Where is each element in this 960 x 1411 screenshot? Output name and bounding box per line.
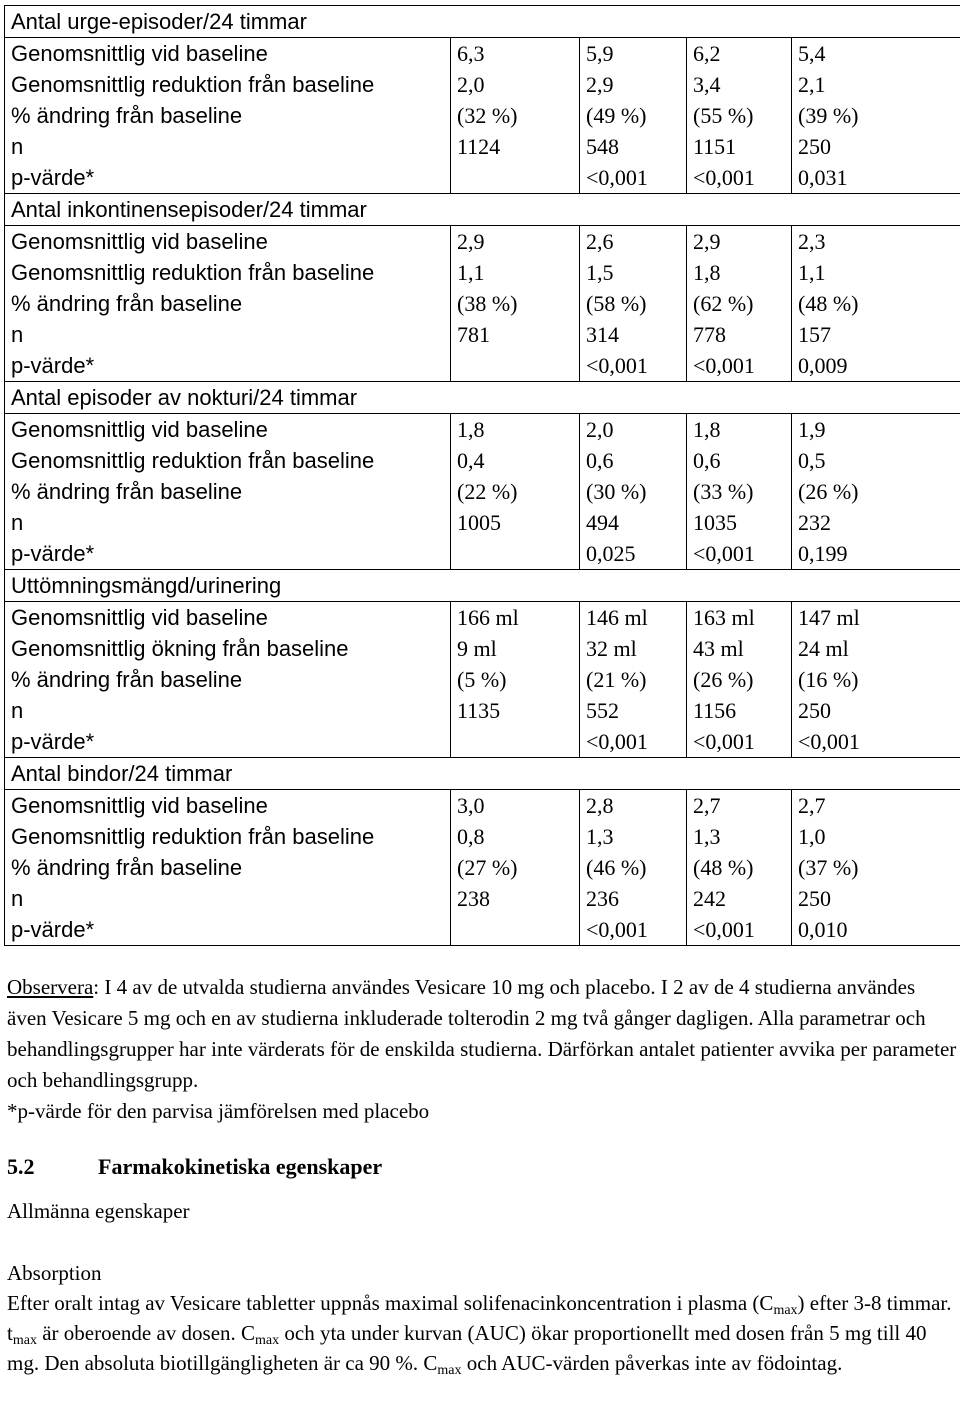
value-cell [451, 414, 580, 570]
absorption-text-1: Efter oralt intag av Vesicare tabletter uppnås maximal solifenacinkoncentration i plasma (C [7, 1291, 774, 1315]
cell-value: 1135 [457, 698, 501, 723]
row-label: p-värde* [11, 165, 95, 190]
absorption-paragraph [7, 1288, 957, 1378]
cell-value: 1035 [693, 510, 737, 535]
cell-value: <0,001 [693, 353, 755, 378]
row-label: % ändring från baseline [11, 103, 243, 128]
row-labels [5, 414, 451, 570]
cell-value: 1,8 [693, 417, 721, 442]
cell-value: <0,001 [693, 541, 755, 566]
cell-value: <0,001 [693, 917, 755, 942]
cell-value: (62 %) [693, 291, 754, 316]
cell-value: 2,9 [457, 229, 485, 254]
value-cell [580, 414, 687, 570]
cell-value: 0,4 [457, 448, 485, 473]
cell-value: (55 %) [693, 103, 754, 128]
cell-value: 24 ml [798, 636, 849, 661]
cell-value: <0,001 [586, 729, 648, 754]
cell-value: 1,8 [457, 417, 485, 442]
cell-value: 1,0 [798, 824, 826, 849]
cell-value: 157 [798, 322, 831, 347]
cell-value: (5 %) [457, 667, 507, 692]
value-cell [580, 38, 687, 194]
cell-value: 238 [457, 886, 490, 911]
row-label: Genomsnittlig vid baseline [11, 605, 268, 630]
row-label: n [11, 134, 24, 159]
value-cell [687, 226, 792, 382]
cell-value: (26 %) [693, 667, 754, 692]
row-label: p-värde* [11, 917, 95, 942]
row-label: % ändring från baseline [11, 291, 243, 316]
cell-value: 314 [586, 322, 619, 347]
cell-value: 2,8 [586, 793, 614, 818]
cell-value: (48 %) [693, 855, 754, 880]
value-cell [792, 790, 960, 946]
cell-value [457, 538, 579, 569]
cell-value: 778 [693, 322, 726, 347]
value-cell [451, 602, 580, 758]
cell-value: (26 %) [798, 479, 859, 504]
row-labels [5, 602, 451, 758]
section-title-row [5, 6, 960, 38]
cell-value: 2,1 [798, 72, 826, 97]
cell-value: <0,001 [798, 729, 860, 754]
cell-value: 1,9 [798, 417, 826, 442]
row-label: Genomsnittlig reduktion från baseline [11, 260, 375, 285]
cell-value: 3,0 [457, 793, 485, 818]
cell-value: <0,001 [586, 165, 648, 190]
row-label: Genomsnittlig vid baseline [11, 793, 268, 818]
cell-value: (16 %) [798, 667, 859, 692]
row-labels [5, 38, 451, 194]
value-cell [580, 602, 687, 758]
cell-value: 2,3 [798, 229, 826, 254]
cell-value: (30 %) [586, 479, 647, 504]
cell-value: 2,6 [586, 229, 614, 254]
observe-text: : I 4 av de utvalda studierna användes Vesicare 10 mg och placebo. I 2 av de 4 studierna användes även Vesicare 5 mg och en av studierna inkluderade tolterodin 2 mg två gånger dagligen. Alla parametrar och behandlingsgrupper har inte värderats för de enskilda studierna. Därförkan antalet patienter avvika per parameter och behandlingsgrupp. [7, 975, 957, 1092]
cell-value [457, 162, 579, 193]
subscript-max: max [255, 1333, 280, 1348]
row-label: n [11, 698, 24, 723]
row-label: Genomsnittlig vid baseline [11, 229, 268, 254]
row-label: n [11, 886, 24, 911]
cell-value [457, 350, 579, 381]
cell-value: 250 [798, 134, 831, 159]
cell-value: 1,1 [457, 260, 485, 285]
cell-value [457, 914, 579, 945]
absorption-text-2: ) efter 3-8 timmar. t [7, 1291, 952, 1345]
cell-value: (32 %) [457, 103, 518, 128]
row-label: Genomsnittlig vid baseline [11, 417, 268, 442]
subscript-max: max [437, 1363, 462, 1378]
cell-value: 0,6 [693, 448, 721, 473]
row-label: p-värde* [11, 353, 95, 378]
value-cell [580, 226, 687, 382]
cell-value: 1,3 [586, 824, 614, 849]
cell-value: 2,0 [457, 72, 485, 97]
table-section-title: Antal bindor/24 timmar [5, 758, 960, 790]
value-cell [792, 38, 960, 194]
observe-note [7, 972, 957, 1096]
subscript-max: max [773, 1303, 798, 1318]
row-label: p-värde* [11, 541, 95, 566]
cell-value: 1,8 [693, 260, 721, 285]
table-section-title: Antal urge-episoder/24 timmar [5, 6, 960, 38]
row-label: Genomsnittlig vid baseline [11, 41, 268, 66]
cell-value: 1,3 [693, 824, 721, 849]
cell-value: 0,199 [798, 541, 848, 566]
row-label: Genomsnittlig reduktion från baseline [11, 448, 375, 473]
cell-value: 1,1 [798, 260, 826, 285]
cell-value: (46 %) [586, 855, 647, 880]
cell-value: 494 [586, 510, 619, 535]
absorption-heading: Absorption [7, 1261, 102, 1285]
cell-value: <0,001 [693, 165, 755, 190]
section-heading [7, 1152, 382, 1182]
cell-value: 0,6 [586, 448, 614, 473]
table-data-row [5, 790, 960, 946]
section-number: 5.2 [7, 1154, 35, 1179]
cell-value: 2,7 [693, 793, 721, 818]
table-data-row [5, 414, 960, 570]
row-labels [5, 226, 451, 382]
cell-value: 242 [693, 886, 726, 911]
cell-value: 163 ml [693, 605, 755, 630]
value-cell [792, 602, 960, 758]
cell-value: 32 ml [586, 636, 637, 661]
footnote: *p-värde för den parvisa jämförelsen med placebo [7, 1099, 430, 1123]
absorption-text-5: och AUC-värden påverkas inte av födointag. [461, 1351, 843, 1375]
cell-value: 5,9 [586, 41, 614, 66]
subscript-max: max [12, 1333, 37, 1348]
value-cell [451, 226, 580, 382]
cell-value: 166 ml [457, 605, 519, 630]
cell-value: 548 [586, 134, 619, 159]
cell-value: 2,9 [693, 229, 721, 254]
row-label: Genomsnittlig reduktion från baseline [11, 824, 375, 849]
cell-value: 6,2 [693, 41, 721, 66]
row-label: Genomsnittlig reduktion från baseline [11, 72, 375, 97]
section-title-row [5, 194, 960, 226]
cell-value: 236 [586, 886, 619, 911]
value-cell [687, 38, 792, 194]
cell-value: 1,5 [586, 260, 614, 285]
row-label: % ändring från baseline [11, 667, 243, 692]
section-title-row [5, 758, 960, 790]
cell-value: 1005 [457, 510, 501, 535]
observe-label: Observera [7, 975, 94, 999]
cell-value: (21 %) [586, 667, 647, 692]
subheading: Allmänna egenskaper [7, 1199, 190, 1223]
table-section-title: Antal episoder av nokturi/24 timmar [5, 382, 960, 414]
row-label: % ändring från baseline [11, 479, 243, 504]
row-label: n [11, 322, 24, 347]
cell-value: (27 %) [457, 855, 518, 880]
row-label: % ändring från baseline [11, 855, 243, 880]
row-labels [5, 790, 451, 946]
section-title-row [5, 382, 960, 414]
cell-value: 1156 [693, 698, 737, 723]
section-title: Farmakokinetiska egenskaper [98, 1154, 383, 1179]
table-section-title: Antal inkontinensepisoder/24 timmar [5, 194, 960, 226]
cell-value: 2,0 [586, 417, 614, 442]
value-cell [792, 414, 960, 570]
cell-value: 781 [457, 322, 490, 347]
value-cell [792, 226, 960, 382]
row-label: Genomsnittlig ökning från baseline [11, 636, 349, 661]
table-data-row [5, 226, 960, 382]
cell-value: 5,4 [798, 41, 826, 66]
cell-value: (37 %) [798, 855, 859, 880]
value-cell [451, 790, 580, 946]
cell-value: 43 ml [693, 636, 744, 661]
table-notes [7, 972, 957, 1127]
table-data-row [5, 602, 960, 758]
cell-value: (48 %) [798, 291, 859, 316]
value-cell [580, 790, 687, 946]
cell-value: (58 %) [586, 291, 647, 316]
cell-value: (49 %) [586, 103, 647, 128]
cell-value: 146 ml [586, 605, 648, 630]
cell-value: 9 ml [457, 636, 497, 661]
cell-value: 232 [798, 510, 831, 535]
cell-value: <0,001 [586, 917, 648, 942]
cell-value: 0,5 [798, 448, 826, 473]
cell-value: (33 %) [693, 479, 754, 504]
row-label: n [11, 510, 24, 535]
cell-value: 0,010 [798, 917, 848, 942]
cell-value: 3,4 [693, 72, 721, 97]
cell-value: 552 [586, 698, 619, 723]
cell-value: 2,9 [586, 72, 614, 97]
cell-value: 1124 [457, 134, 501, 159]
cell-value: <0,001 [693, 729, 755, 754]
cell-value: 2,7 [798, 793, 826, 818]
cell-value: 1151 [693, 134, 737, 159]
value-cell [687, 602, 792, 758]
cell-value: 0,8 [457, 824, 485, 849]
value-cell [687, 414, 792, 570]
cell-value: <0,001 [586, 353, 648, 378]
table-section-title: Uttömningsmängd/urinering [5, 570, 960, 602]
absorption-text-3: är oberoende av dosen. C [36, 1321, 256, 1345]
cell-value: 250 [798, 698, 831, 723]
cell-value: (39 %) [798, 103, 859, 128]
cell-value: (22 %) [457, 479, 518, 504]
row-label: p-värde* [11, 729, 95, 754]
value-cell [451, 38, 580, 194]
cell-value: 0,009 [798, 353, 848, 378]
cell-value [457, 726, 579, 757]
value-cell [687, 790, 792, 946]
table-data-row [5, 38, 960, 194]
section-title-row [5, 570, 960, 602]
cell-value: 147 ml [798, 605, 860, 630]
absorption-text-4: och yta under kurvan (AUC) ökar proportionellt med dosen från 5 mg till 40 mg. Den absoluta biotillgängligheten är ca 90 %. C [7, 1321, 927, 1375]
results-table [4, 5, 960, 946]
cell-value: 0,031 [798, 165, 848, 190]
cell-value: 250 [798, 886, 831, 911]
cell-value: (38 %) [457, 291, 518, 316]
cell-value: 0,025 [586, 541, 636, 566]
cell-value: 6,3 [457, 41, 485, 66]
